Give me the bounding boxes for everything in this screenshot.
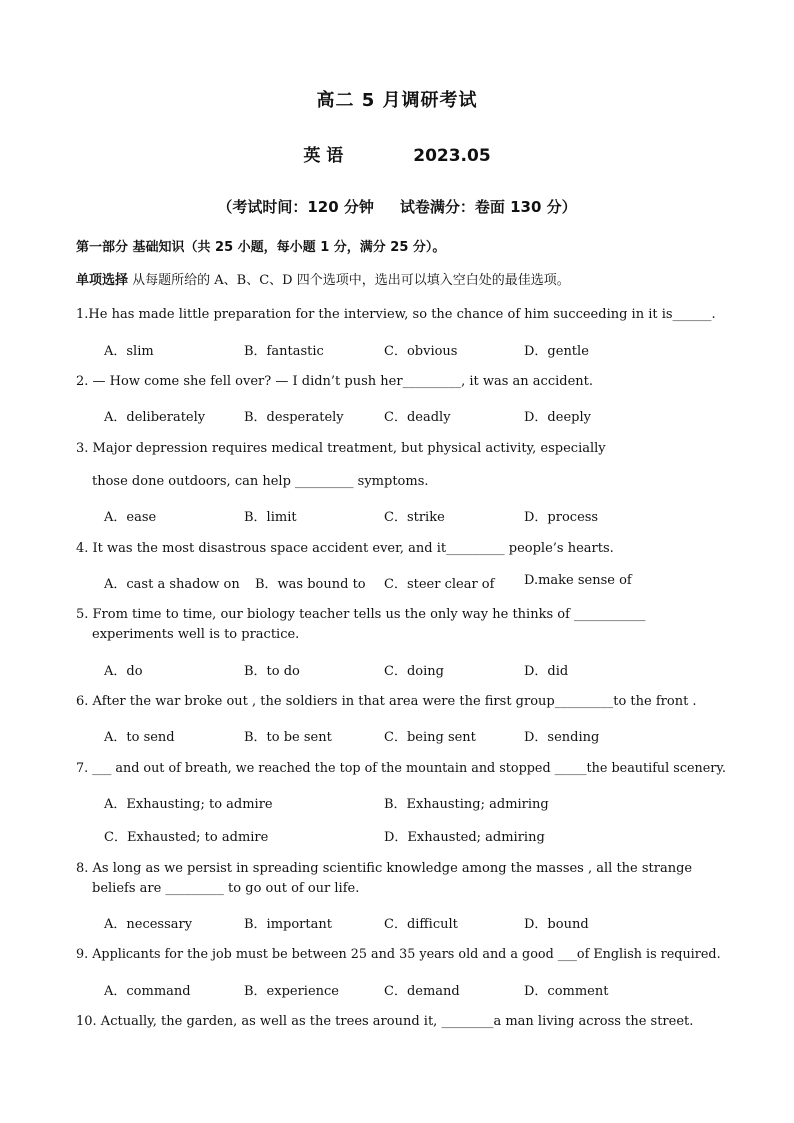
exam-date: 2023.05 — [413, 146, 491, 166]
option-a: A．Exhausting; to admire — [104, 797, 273, 812]
option-c: C．steer clear of — [384, 577, 495, 592]
exam-title: 高二 5 月调研考试 — [316, 90, 478, 111]
option-a: A．deliberately — [104, 410, 206, 425]
question-stem: 9. Applicants for the job must be between 25 and 35 years old and a good ___of English is required. — [76, 947, 721, 962]
option-b: B．Exhausting; admiring — [384, 797, 549, 812]
subject-line — [0, 141, 794, 166]
option-d: D．Exhausted; admiring — [384, 830, 545, 845]
question-stem-continued: beliefs are _________ to go out of our life. — [92, 881, 360, 896]
option-c: C．Exhausted; to admire — [104, 830, 269, 845]
option-d: D．process — [524, 510, 599, 525]
option-b: B．fantastic — [244, 344, 324, 359]
part-heading: 第一部分 基础知识（共 25 小题，每小题 1 分，满分 25 分）。 — [76, 240, 446, 255]
option-d: D．deeply — [524, 410, 591, 425]
option-b: B．desperately — [244, 410, 344, 425]
score-info: 试卷满分：卷面 130 分） — [399, 198, 577, 216]
option-a: A．slim — [104, 344, 154, 359]
option-c: C．deadly — [384, 410, 451, 425]
option-a: A．necessary — [104, 917, 193, 932]
question-stem-continued: experiments well is to practice. — [92, 627, 300, 642]
question-stem: 10. Actually, the garden, as well as the trees around it, ________a man living across the street. — [76, 1014, 694, 1029]
question-stem: 2. — How come she fell over? — I didn’t push her_________, it was an accident. — [76, 374, 593, 389]
option-d: D．gentle — [524, 344, 589, 359]
option-a: A．to send — [104, 730, 175, 745]
option-d: D．did — [524, 664, 569, 679]
option-c: C．difficult — [384, 917, 458, 932]
option-b: B．was bound to — [255, 577, 366, 592]
question-stem: 6. After the war broke out , the soldiers in that area were the first group_________to the front . — [76, 694, 697, 709]
option-b: B．to be sent — [244, 730, 332, 745]
option-a: A．command — [104, 984, 191, 999]
option-d: D．comment — [524, 984, 609, 999]
option-b: B．limit — [244, 510, 297, 525]
option-d: D.make sense of — [524, 573, 632, 588]
section-instruction: 从每题所给的 A、B、C、D 四个选项中，选出可以填入空白处的最佳选项。 — [128, 273, 570, 288]
option-d: D．sending — [524, 730, 600, 745]
section-instruction-line — [76, 271, 726, 291]
question-stem: 3. Major depression requires medical treatment, but physical activity, especially — [76, 441, 606, 456]
option-a: A．ease — [104, 510, 157, 525]
section-label: 单项选择 — [76, 273, 129, 288]
option-a: A．do — [104, 664, 143, 679]
option-c: C．obvious — [384, 344, 458, 359]
question-stem-continued: those done outdoors, can help _________ symptoms. — [92, 474, 429, 489]
option-c: C．doing — [384, 664, 444, 679]
question-stem: 8. As long as we persist in spreading scientific knowledge among the masses , all the strange — [76, 861, 693, 876]
question-stem: 5. From time to time, our biology teacher tells us the only way he thinks of ___________ — [76, 607, 646, 622]
option-d: D．bound — [524, 917, 589, 932]
subject-name: 英 语 — [303, 146, 344, 166]
question-stem: 4. It was the most disastrous space accident ever, and it_________ people’s hearts. — [76, 541, 614, 556]
option-c: C．being sent — [384, 730, 476, 745]
option-a: A．cast a shadow on — [104, 577, 240, 592]
option-b: B．to do — [244, 664, 300, 679]
exam-info — [0, 196, 794, 217]
question-stem: 1.He has made little preparation for the interview, so the chance of him succeeding in it is______. — [76, 307, 716, 322]
option-b: B．experience — [244, 984, 340, 999]
question-stem: 7. ___ and out of breath, we reached the top of the mountain and stopped _____the beautiful scenery. — [76, 761, 726, 776]
option-b: B．important — [244, 917, 332, 932]
option-c: C．demand — [384, 984, 460, 999]
time-info: （考试时间：120 分钟 — [217, 198, 374, 216]
option-c: C．strike — [384, 510, 445, 525]
